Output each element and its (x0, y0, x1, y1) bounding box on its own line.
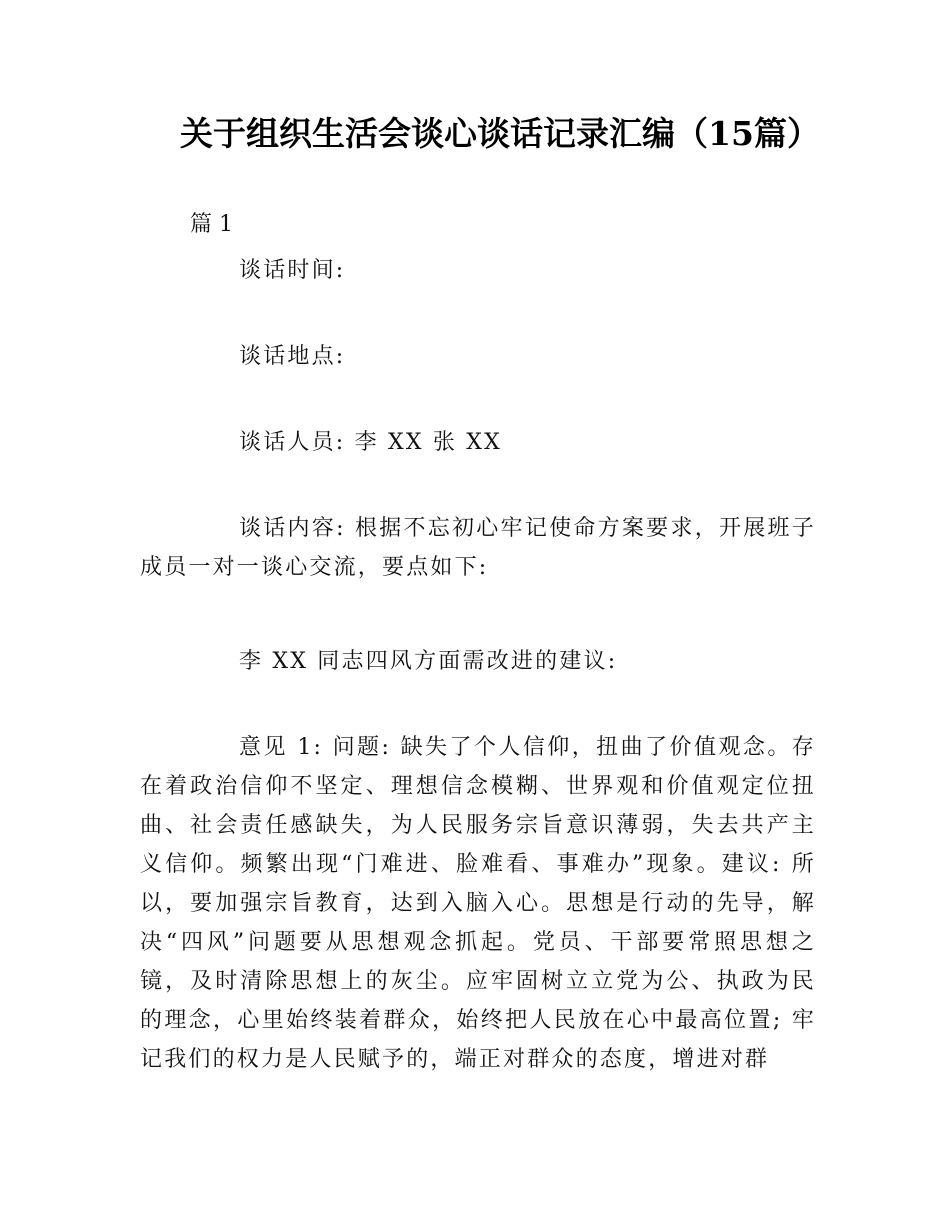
section-label: 篇 1 (190, 212, 233, 237)
talk-location-paragraph: 谈话地点: (239, 344, 346, 369)
talk-participants-paragraph: 谈话人员: 李 XX 张 XX (239, 430, 503, 455)
talk-time-paragraph: 谈话时间: (239, 258, 346, 283)
talk-content-paragraph: 谈话内容: 根据不忘初心牢记使命方案要求，开展班子成员一对一谈心交流，要点如下: (140, 516, 816, 580)
suggestions-heading-paragraph: 李 XX 同志四风方面需改进的建议: (239, 649, 618, 674)
opinion-1-paragraph: 意见 1: 问题: 缺失了个人信仰，扭曲了价值观念。存在着政治信仰不坚定、理想信念模糊、世界观和价值观定位扭曲、社会责任感缺失，为人民服务宗旨意识薄弱，失去共产主义信仰。频繁出现“门难进、脸难看、事难办”现象。建议: 所以，要加强宗旨教育，达到入脑入心。思想是行动的先导，解决“四风”问题要从思想观念抓起。党员、干部要常照思想之镜，及时清除思想上的灰尘。应牢固树立立党为公、执政为民的理念，心里始终装着群众，始终把人民放在心中最高位置; 牢记我们的权力是人民赋予的，端正对群众的态度，增进对群 (140, 735, 816, 1072)
document-title: 关于组织生活会谈心谈话记录汇编（15篇） (180, 114, 820, 153)
